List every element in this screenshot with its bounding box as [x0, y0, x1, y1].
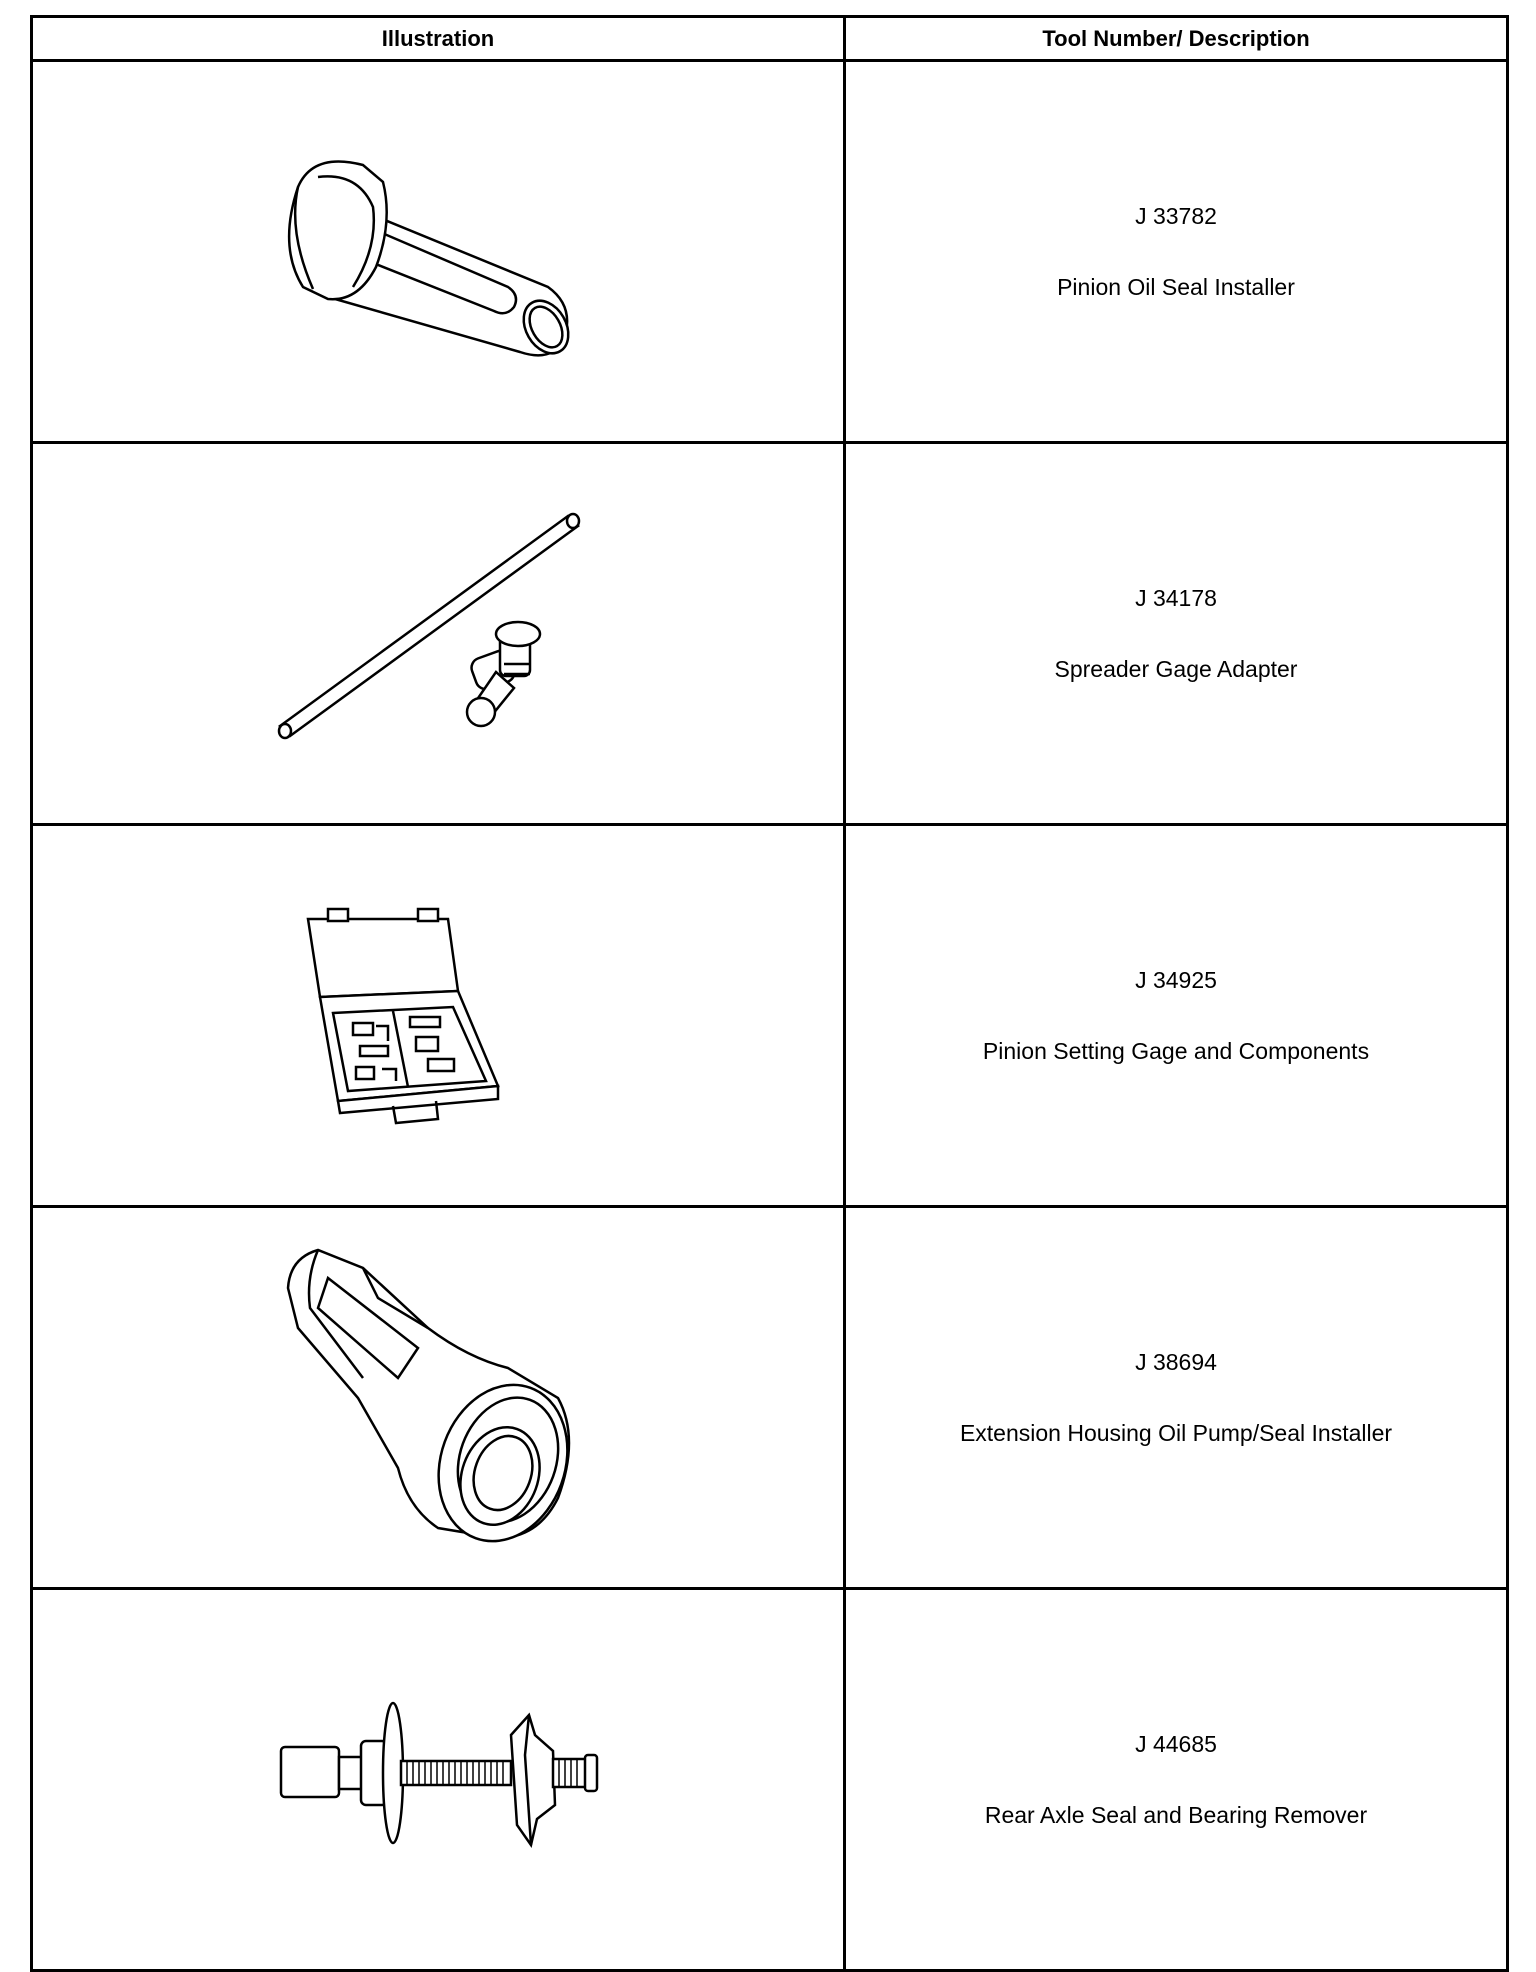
description-cell	[845, 1207, 1508, 1589]
tool-description: Spreader Gage Adapter	[1054, 655, 1298, 682]
description-header: Tool Number/ Description	[845, 17, 1508, 61]
illustration-cell	[32, 1207, 845, 1589]
tool-description: Rear Axle Seal and Bearing Remover	[984, 1801, 1368, 1828]
illustration-cell	[32, 1589, 845, 1971]
seal-bearing-remover-icon	[273, 1695, 603, 1865]
illustration-cell	[32, 443, 845, 825]
tool-number: J 44685	[1135, 1730, 1217, 1757]
description-cell	[845, 1589, 1508, 1971]
table-row	[32, 1207, 1508, 1589]
table-row	[32, 61, 1508, 443]
tool-number: J 34178	[1135, 584, 1217, 611]
illustration-header: Illustration	[32, 17, 845, 61]
table-row	[32, 825, 1508, 1207]
table-row	[32, 1589, 1508, 1971]
tool-description: Pinion Oil Seal Installer	[1057, 273, 1295, 300]
extension-housing-installer-icon	[268, 1238, 608, 1558]
tool-number: J 38694	[1135, 1348, 1217, 1375]
pinion-oil-seal-installer-icon	[258, 137, 618, 367]
description-cell	[845, 61, 1508, 443]
table-row	[32, 443, 1508, 825]
tool-description: Pinion Setting Gage and Components	[982, 1037, 1370, 1064]
header-row	[32, 17, 1508, 61]
spreader-gage-adapter-icon	[268, 504, 608, 764]
tool-number: J 34925	[1135, 966, 1217, 993]
description-cell	[845, 443, 1508, 825]
tool-description: Extension Housing Oil Pump/Seal Installer	[959, 1419, 1393, 1446]
special-tools-table	[30, 15, 1509, 1972]
description-cell	[845, 825, 1508, 1207]
illustration-cell	[32, 825, 845, 1207]
tool-case-icon	[298, 901, 578, 1131]
tool-number: J 33782	[1135, 202, 1217, 229]
illustration-cell	[32, 61, 845, 443]
